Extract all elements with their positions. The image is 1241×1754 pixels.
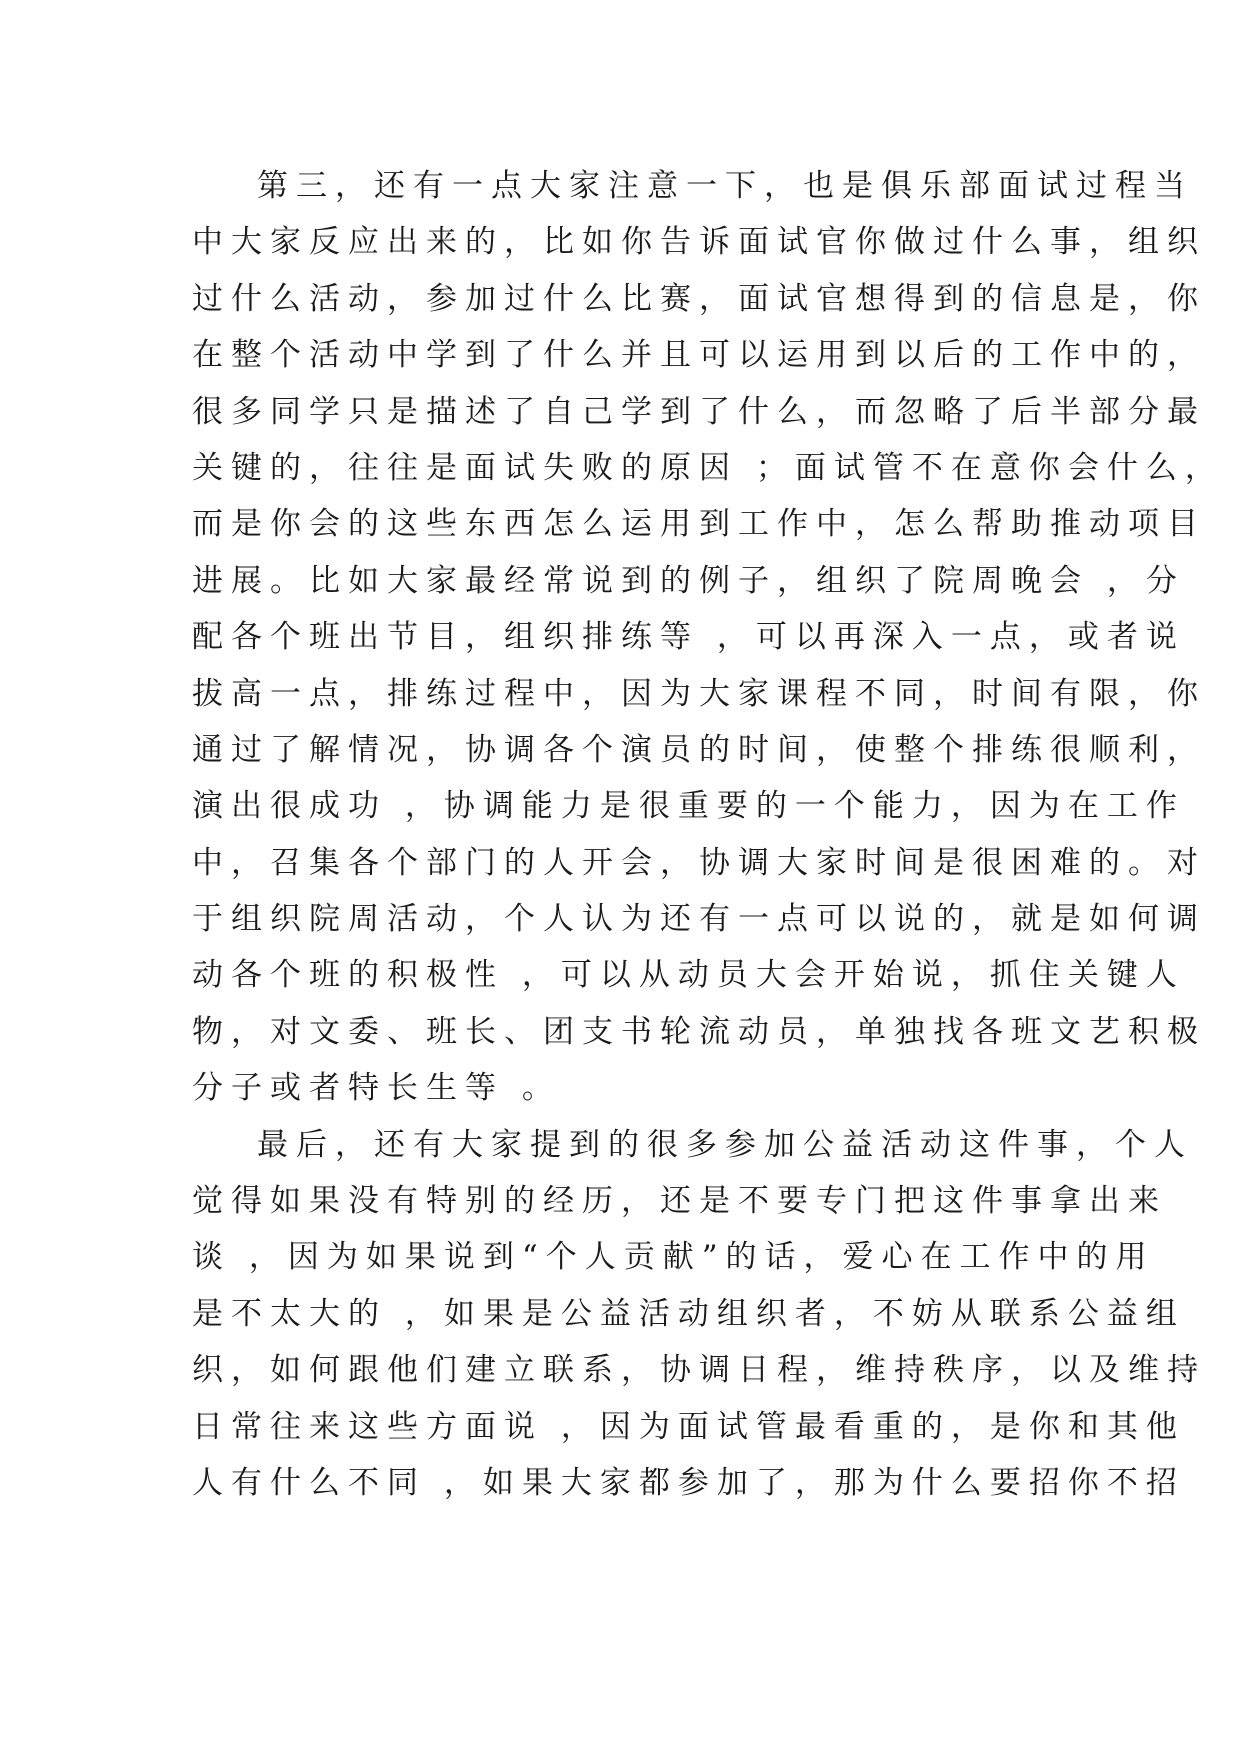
paragraph-line: 是不太大的 ，如果是公益活动组织者，不妨从联系公益组 [192,1295,1185,1332]
paragraph-line: 谈 ，因为如果说到“个人贡献”的话，爱心在工作中的用 [192,1239,1155,1276]
paragraph-line: 过什么活动，参加过什么比赛，面试官想得到的信息是，你 [192,280,1206,317]
document-body [192,158,1224,1511]
paragraph-line: 第三，还有一点大家注意一下，也是俱乐部面试过程当 [257,168,1193,204]
paragraph-line: 分子或者特长生等 。 [192,1070,561,1107]
paragraph-line: 人有什么不同 ，如果大家都参加了，那为什么要招你不招 [192,1464,1185,1501]
paragraph-line: 拔高一点，排练过程中，因为大家课程不同，时间有限，你 [192,675,1206,712]
paragraph-line: 通过了解情况，协调各个演员的时间，使整个排练很顺利， [192,731,1206,768]
paragraph-line: 物，对文委、班长、团支书轮流动员，单独找各班文艺积极 [192,1013,1206,1050]
paragraph-line: 觉得如果没有特别的经历，还是不要专门把这件事拿出来 [192,1183,1167,1220]
paragraph-line: 配各个班出节目，组织排练等 ，可以再深入一点，或者说 [192,619,1185,656]
paragraph-line: 织，如何跟他们建立联系，协调日程，维持秩序，以及维持 [192,1352,1206,1389]
paragraph-line: 进展。比如大家最经常说到的例子，组织了院周晚会 ，分 [192,562,1185,599]
paragraph-line: 演出很成功 ，协调能力是很重要的一个能力，因为在工作 [192,788,1185,825]
paragraph-line: 于组织院周活动，个人认为还有一点可以说的，就是如何调 [192,901,1206,938]
paragraph-line: 日常往来这些方面说 ，因为面试管最看重的，是你和其他 [192,1408,1185,1445]
paragraph-line: 而是你会的这些东西怎么运用到工作中，怎么帮助推动项目 [192,506,1206,543]
paragraph-line: 在整个活动中学到了什么并且可以运用到以后的工作中的， [192,337,1206,374]
paragraph-line: 动各个班的积极性 ，可以从动员大会开始说，抓住关键人 [192,957,1185,994]
paragraph-line: 关键的，往往是面试失败的原因 ；面试管不在意你会什么， [192,449,1224,486]
paragraph-line: 很多同学只是描述了自己学到了什么，而忽略了后半部分最 [192,393,1206,430]
paragraph-line: 最后，还有大家提到的很多参加公益活动这件事，个人 [257,1126,1193,1163]
paragraph-line: 中，召集各个部门的人开会，协调大家时间是很困难的。对 [192,844,1206,881]
paragraph-line: 中大家反应出来的，比如你告诉面试官你做过什么事，组织 [192,224,1206,261]
